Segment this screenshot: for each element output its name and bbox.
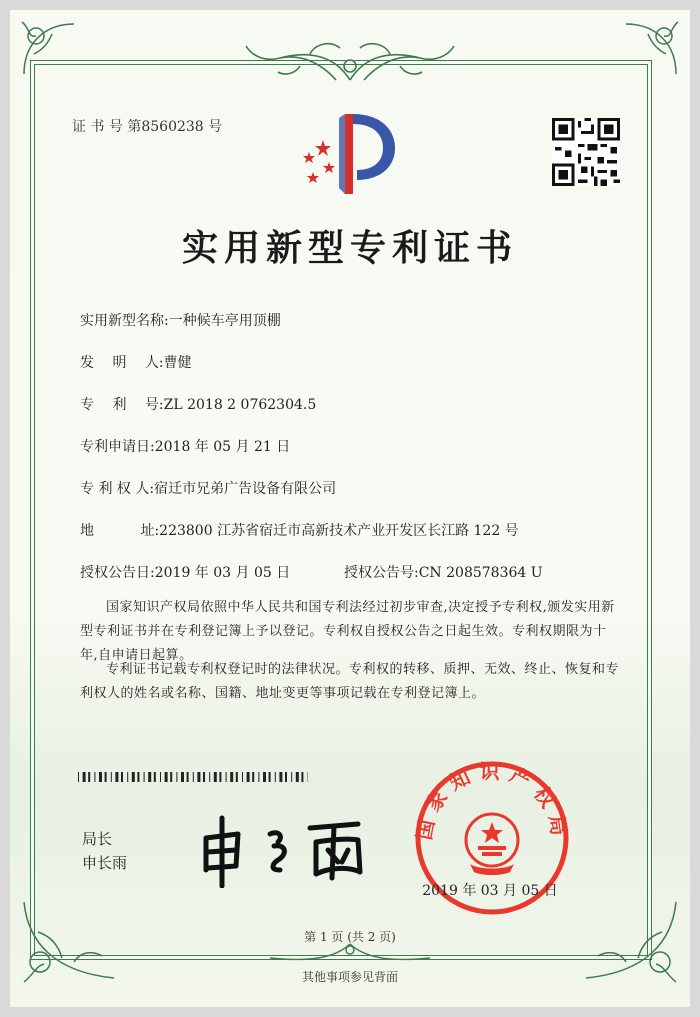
handwritten-signature-icon: [198, 808, 398, 888]
field-inventor-value: 曹健: [163, 355, 192, 371]
corner-ornament-top-right-icon: [616, 14, 686, 84]
field-filing-date: [80, 436, 290, 456]
field-inventor: [80, 352, 192, 372]
field-grant-date-label: 授权公告日:: [80, 565, 155, 581]
field-grant-number-value: CN 208578364 U: [418, 565, 543, 581]
field-name-value: 一种候车亭用顶棚: [168, 313, 281, 329]
field-patent-number: [80, 394, 316, 414]
certificate-number-value: 8560238: [141, 119, 204, 135]
certificate-number: [72, 116, 222, 136]
field-address-value: 223800 江苏省宿迁市高新技术产业开发区长江路 122 号: [159, 523, 519, 539]
qr-code-icon: [552, 118, 620, 186]
field-patentee-value: 宿迁市兄弟广告设备有限公司: [154, 481, 337, 497]
field-address: [80, 520, 519, 540]
field-name-label: 实用新型名称:: [80, 313, 169, 329]
paragraph-legal-status: 专利证书记载专利权登记时的法律状况。专利权的转移、质押、无效、终止、恢复和专利权人的姓名或名称、国籍、地址变更等事项记载在专利登记簿上。: [80, 662, 620, 701]
certificate-number-suffix: 号: [208, 119, 223, 135]
field-address-label: 地 址:: [80, 523, 160, 539]
corner-ornament-top-left-icon: [14, 14, 84, 84]
seal-text: 国家知识产权局: [412, 759, 572, 845]
field-inventor-label: 发 明 人:: [80, 355, 164, 371]
field-patent-number-label: 专 利 号:: [80, 397, 164, 413]
field-grant-date: [80, 562, 290, 582]
field-patent-number-value: ZL 2018 2 0762304.5: [163, 397, 317, 413]
field-filing-date-label: 专利申请日:: [80, 439, 155, 455]
field-patentee: [80, 478, 336, 498]
director-title: 局长: [82, 830, 113, 848]
field-patentee-label: 专 利 权 人:: [80, 481, 155, 497]
field-filing-date-value: 2018 年 05 月 21 日: [154, 439, 291, 455]
top-ornament-icon: [240, 36, 460, 86]
page-number: 第 1 页 (共 2 页): [304, 930, 396, 944]
field-name: [80, 310, 281, 330]
director-name: 申长雨: [82, 854, 128, 872]
field-grant-number-label: 授权公告号:: [344, 565, 419, 581]
certificate-number-label: 证 书 号 第: [72, 119, 142, 135]
seal-date: 2019 年 03 月 05 日: [422, 883, 558, 899]
field-grant-number: [344, 562, 543, 582]
barcode-icon: [78, 772, 308, 782]
paragraph-grant-statement: 国家知识产权局依照中华人民共和国专利法经过初步审查,决定授予专利权,颁发实用新型专利证书并在专利登记簿上予以登记。专利权自授权公告之日起生效。专利权期限为十年,自申请日起算。: [80, 600, 615, 663]
certificate-title: 实用新型专利证书: [181, 227, 518, 269]
field-grant-date-value: 2019 年 03 月 05 日: [154, 565, 291, 581]
back-note: 其他事项参见背面: [301, 970, 398, 984]
patent-office-emblem-icon: [283, 108, 413, 198]
